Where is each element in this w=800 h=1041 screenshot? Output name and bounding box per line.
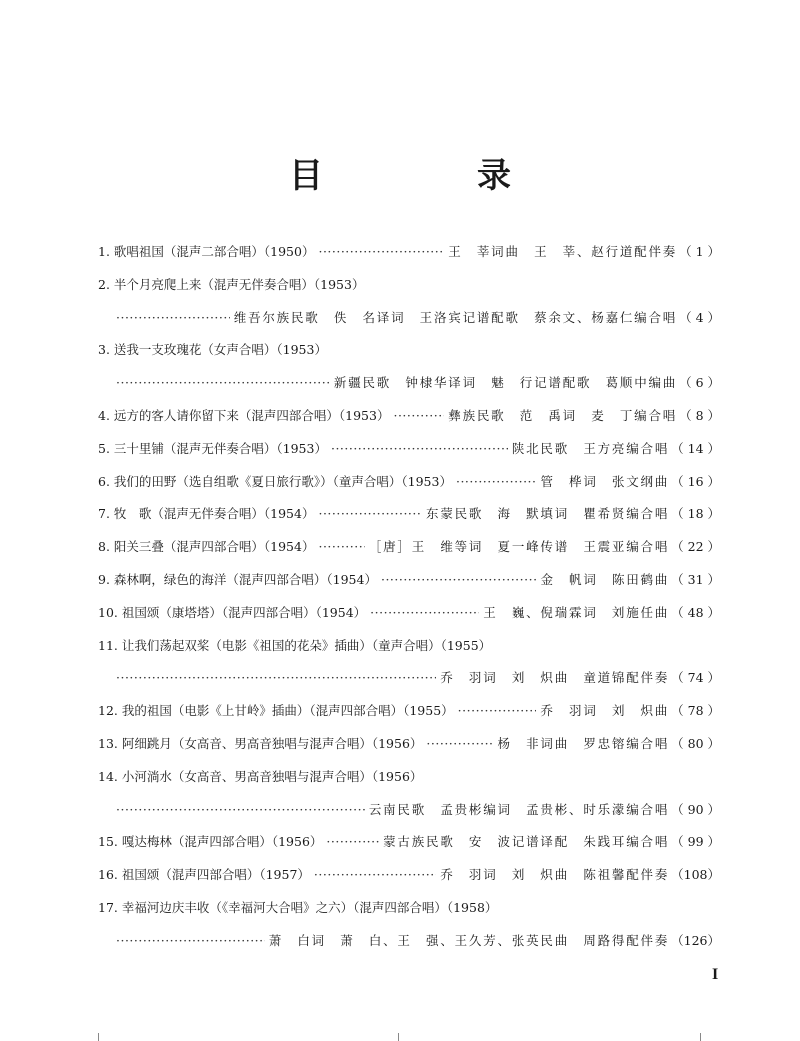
toc-entry: [98, 537, 720, 570]
dot-leader: [331, 441, 508, 456]
entry-title: 8. 阳关三叠（混声四部合唱）（1954）: [98, 539, 315, 555]
toc-entry: [98, 504, 720, 537]
dot-leader: [318, 539, 364, 554]
toc-entry: [98, 439, 720, 472]
entry-credit: 杨 非词曲 罗忠镕编合唱: [497, 735, 670, 751]
toc-entry: [98, 603, 720, 636]
dot-leader: [381, 572, 536, 587]
dot-leader: [426, 736, 493, 751]
entry-credit: 东蒙民歌 海 默填词 瞿希贤编合唱: [426, 506, 670, 522]
toc-entry: [98, 275, 720, 308]
entry-page: （ 1 ）: [679, 244, 720, 259]
entry-page: （ 31 ）: [671, 571, 720, 587]
entry-credit: 乔 羽词 刘 炽曲: [540, 703, 670, 719]
toc-entry: [98, 636, 720, 669]
entry-page: （ 74 ）: [671, 670, 720, 686]
dot-leader: [318, 244, 444, 259]
entry-title: 6. 我们的田野（选自组歌《夏日旅行歌》）（童声合唱）（1953）: [98, 473, 452, 489]
entry-title: 11. 让我们荡起双桨（电影《祖国的花朵》插曲）（童声合唱）（1955）: [98, 637, 492, 653]
entry-page: （ 48 ）: [671, 604, 720, 620]
entry-credit: 王 巍、倪瑞霖词 刘施任曲: [483, 604, 670, 620]
entry-page: （ 18 ）: [671, 506, 720, 522]
crop-mark: [98, 1033, 99, 1041]
entry-credit: 王 莘词曲 王 莘、赵行道配伴奏: [448, 244, 678, 259]
entry-page: （ 4 ）: [679, 309, 720, 325]
entry-credit: 乔 羽词 刘 炽曲 童道锦配伴奏: [440, 670, 670, 686]
toc-entry: [98, 832, 720, 865]
dot-leader: [116, 375, 330, 390]
toc-entry: [98, 734, 720, 767]
dot-leader: [116, 802, 365, 817]
toc-entry: [98, 931, 720, 964]
entry-page: （ 8 ）: [679, 407, 720, 423]
crop-mark: [398, 1033, 399, 1041]
toc-entry: [98, 472, 720, 505]
entry-page: （ 78 ）: [671, 703, 720, 719]
entry-page: （ 22 ）: [671, 539, 720, 555]
toc-entry: [98, 865, 720, 898]
entry-title: 12. 我的祖国（电影《上甘岭》插曲）（混声四部合唱）（1955）: [98, 703, 454, 719]
entry-credit: 管 桦词 张文纲曲: [540, 473, 670, 489]
entry-title: 10. 祖国颂（康塔塔）（混声四部合唱）（1954）: [98, 604, 367, 620]
toc-entry: [98, 668, 720, 701]
entry-title: 14. 小河淌水（女高音、男高音独唱与混声合唱）（1956）: [98, 768, 423, 784]
entry-page: （126）: [671, 932, 720, 948]
entry-title: 7. 牧 歌（混声无伴奏合唱）（1954）: [98, 506, 315, 522]
dot-leader: [116, 670, 436, 685]
toc-entry: [98, 340, 720, 373]
entry-credit: 彝族民歌 范 禹词 麦 丁编合唱: [448, 407, 678, 423]
dot-leader: [326, 834, 379, 849]
entry-credit: 蒙古族民歌 安 波记谱译配 朱践耳编合唱: [383, 834, 670, 850]
entry-credit: ［唐］王 维等词 夏一峰传谱 王震亚编合唱: [368, 539, 670, 555]
entry-credit: 维吾尔族民歌 佚 名译词 王洛宾记谱配歌 蔡余文、杨嘉仁编合唱: [233, 309, 678, 325]
entry-title: 5. 三十里铺（混声无伴奏合唱）（1953）: [98, 440, 327, 456]
entry-page: （ 90 ）: [671, 801, 720, 817]
entry-title: 2. 半个月亮爬上来（混声无伴奏合唱）（1953）: [98, 276, 365, 292]
toc-entry: [98, 308, 720, 341]
entry-credit: 云南民歌 孟贵彬编词 孟贵彬、时乐濛编合唱: [368, 801, 670, 817]
entry-title: 4. 远方的客人请你留下来（混声四部合唱）（1953）: [98, 407, 390, 423]
dot-leader: [318, 506, 422, 521]
entry-page: （ 99 ）: [671, 834, 720, 850]
dot-leader: [458, 703, 537, 718]
entry-page: （ 80 ）: [671, 735, 720, 751]
toc-entry: [98, 373, 720, 406]
entry-title: 16. 祖国颂（混声四部合唱）（1957）: [98, 867, 310, 883]
entry-page: （ 14 ）: [671, 440, 720, 456]
entry-title: 3. 送我一支玫瑰花（女声合唱）（1953）: [98, 342, 327, 358]
dot-leader: [370, 605, 479, 620]
toc-entry: [98, 767, 720, 800]
entry-credit: 乔 羽词 刘 炽曲 陈祖馨配伴奏: [440, 867, 670, 883]
crop-mark: [700, 1033, 701, 1041]
toc-entry: [98, 701, 720, 734]
dot-leader: [456, 474, 536, 489]
toc-entry: [98, 898, 720, 931]
entry-credit: 新疆民歌 钟棣华译词 魅 行记谱配歌 葛顺中编曲: [333, 375, 678, 391]
entry-credit: 金 帆词 陈田鹤曲: [540, 571, 670, 587]
entry-title: 15. 嘎达梅林（混声四部合唱）（1956）: [98, 834, 323, 850]
entry-page: （ 16 ）: [671, 473, 720, 489]
dot-leader: [314, 867, 436, 882]
entry-credit: 萧 白词 萧 白、王 强、王久芳、张英民曲 周路得配伴奏: [268, 932, 670, 948]
entry-title: 17. 幸福河边庆丰收（《幸福河大合唱》之六）（混声四部合唱）（1958）: [98, 899, 498, 915]
toc-entry: [98, 242, 720, 275]
page-title: 目 录: [289, 156, 571, 196]
entry-page: （108）: [671, 867, 720, 883]
entry-credit: 陕北民歌 王方亮编合唱: [511, 440, 670, 456]
dot-leader: [393, 408, 444, 423]
toc-entry: [98, 406, 720, 439]
entry-title: 1. 歌唱祖国（混声二部合唱）（1950）: [98, 244, 315, 259]
dot-leader: [116, 933, 265, 948]
toc-entry: [98, 570, 720, 603]
page-number: I: [712, 966, 719, 983]
entry-title: 13. 阿细跳月（女高音、男高音独唱与混声合唱）（1956）: [98, 735, 423, 751]
entry-page: （ 6 ）: [679, 375, 720, 391]
dot-leader: [116, 310, 230, 325]
table-of-contents: [98, 242, 720, 964]
entry-title: 9. 森林啊，绿色的海洋（混声四部合唱）（1954）: [98, 571, 377, 587]
toc-entry: [98, 800, 720, 833]
